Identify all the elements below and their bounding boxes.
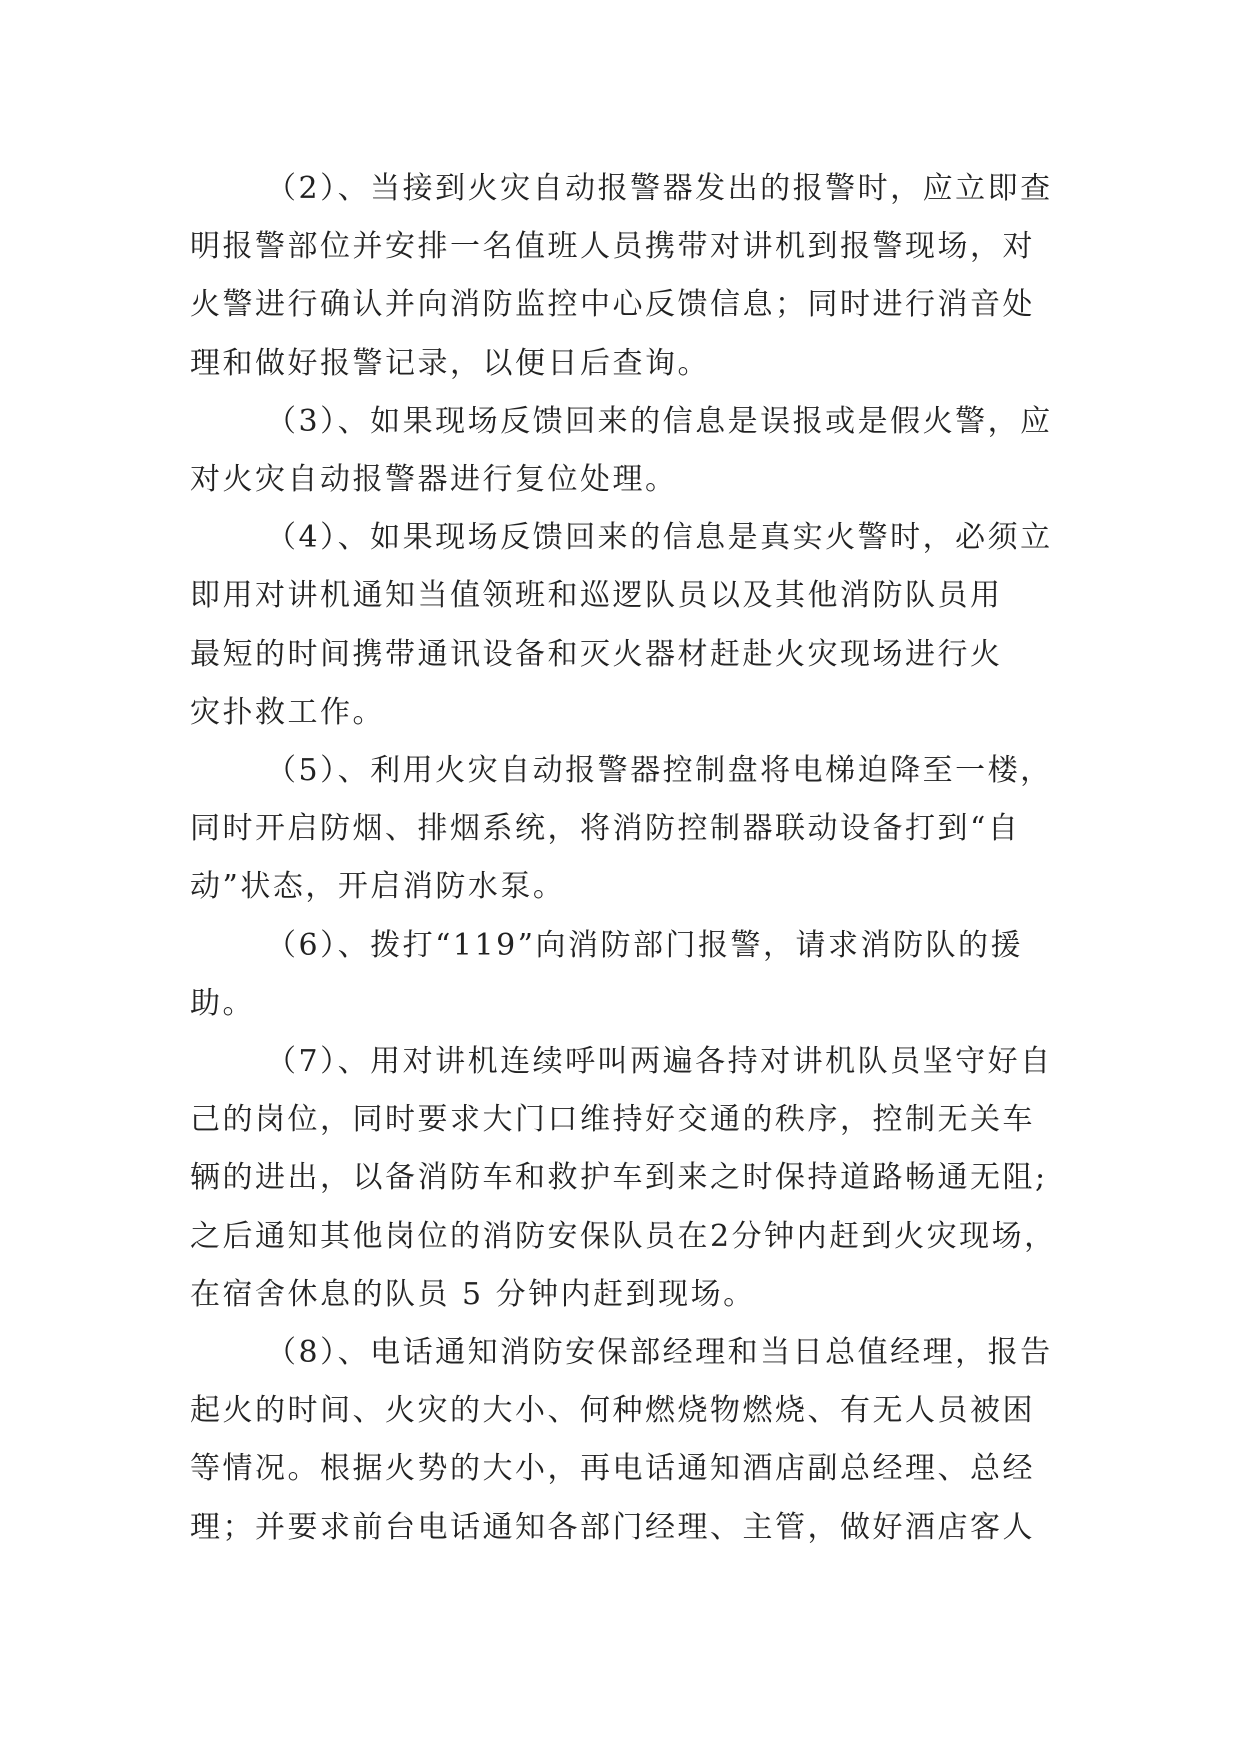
- paragraph-8: [190, 1324, 1052, 1557]
- text-line: （6）、拨打“119”向消防部门报警，请求消防队的援: [266, 927, 1024, 963]
- text-line: （2）、当接到火灾自动报警器发出的报警时，应立即查: [266, 171, 1053, 206]
- text-line: 助。: [190, 985, 255, 1021]
- paragraph-4: [190, 509, 1052, 742]
- paragraph-7: [190, 1033, 1057, 1324]
- text-line: 辆的进出，以备消防车和救护车到来之时保持道路畅通无阻;: [190, 1160, 1048, 1196]
- text-line: 之后通知其他岗位的消防安保队员在2分钟内赶到火灾现场，: [190, 1218, 1057, 1254]
- text-line: 动”状态，开启消防水泵。: [190, 869, 566, 905]
- text-line: 在宿舍休息的队员 5 分钟内赶到现场。: [190, 1276, 756, 1312]
- text-line: （5）、利用火灾自动报警器控制盘将电梯迫降至一楼，: [266, 753, 1053, 789]
- text-line: （4）、如果现场反馈回来的信息是真实火警时，必须立: [266, 520, 1053, 556]
- text-line: 己的岗位，同时要求大门口维持好交通的秩序，控制无关车: [190, 1102, 1035, 1138]
- text-line: （7）、用对讲机连续呼叫两遍各持对讲机队员坚守好自: [266, 1044, 1053, 1080]
- paragraph-5: [190, 742, 1052, 917]
- text-line: 最短的时间携带通讯设备和灭火器材赶赴火灾现场进行火: [190, 636, 1003, 672]
- text-line: 火警进行确认并向消防监控中心反馈信息；同时进行消音处: [190, 287, 1035, 323]
- document-body: [190, 160, 1057, 1557]
- text-line: 理和做好报警记录，以便日后查询。: [190, 345, 710, 381]
- text-line: 灾扑救工作。: [190, 694, 385, 730]
- text-line: 等情况。根据火势的大小，再电话通知酒店副总经理、总经: [190, 1451, 1035, 1487]
- text-line: （8）、电话通知消防安保部经理和当日总值经理，报告: [266, 1335, 1053, 1371]
- paragraph-3: [190, 393, 1052, 509]
- text-line: 同时开启防烟、排烟系统，将消防控制器联动设备打到“自: [190, 811, 1021, 847]
- paragraph-2: [190, 160, 1052, 393]
- text-line: 对火灾自动报警器进行复位处理。: [190, 462, 678, 498]
- text-line: （3）、如果现场反馈回来的信息是误报或是假火警，应: [266, 403, 1053, 439]
- text-line: 明报警部位并安排一名值班人员携带对讲机到报警现场，对: [190, 229, 1035, 265]
- text-line: 理；并要求前台电话通知各部门经理、主管，做好酒店客人: [190, 1509, 1035, 1545]
- paragraph-6: [190, 917, 1052, 1033]
- text-line: 起火的时间、火灾的大小、何种燃烧物燃烧、有无人员被困: [190, 1393, 1035, 1429]
- text-line: 即用对讲机通知当值领班和巡逻队员以及其他消防队员用: [190, 578, 1003, 614]
